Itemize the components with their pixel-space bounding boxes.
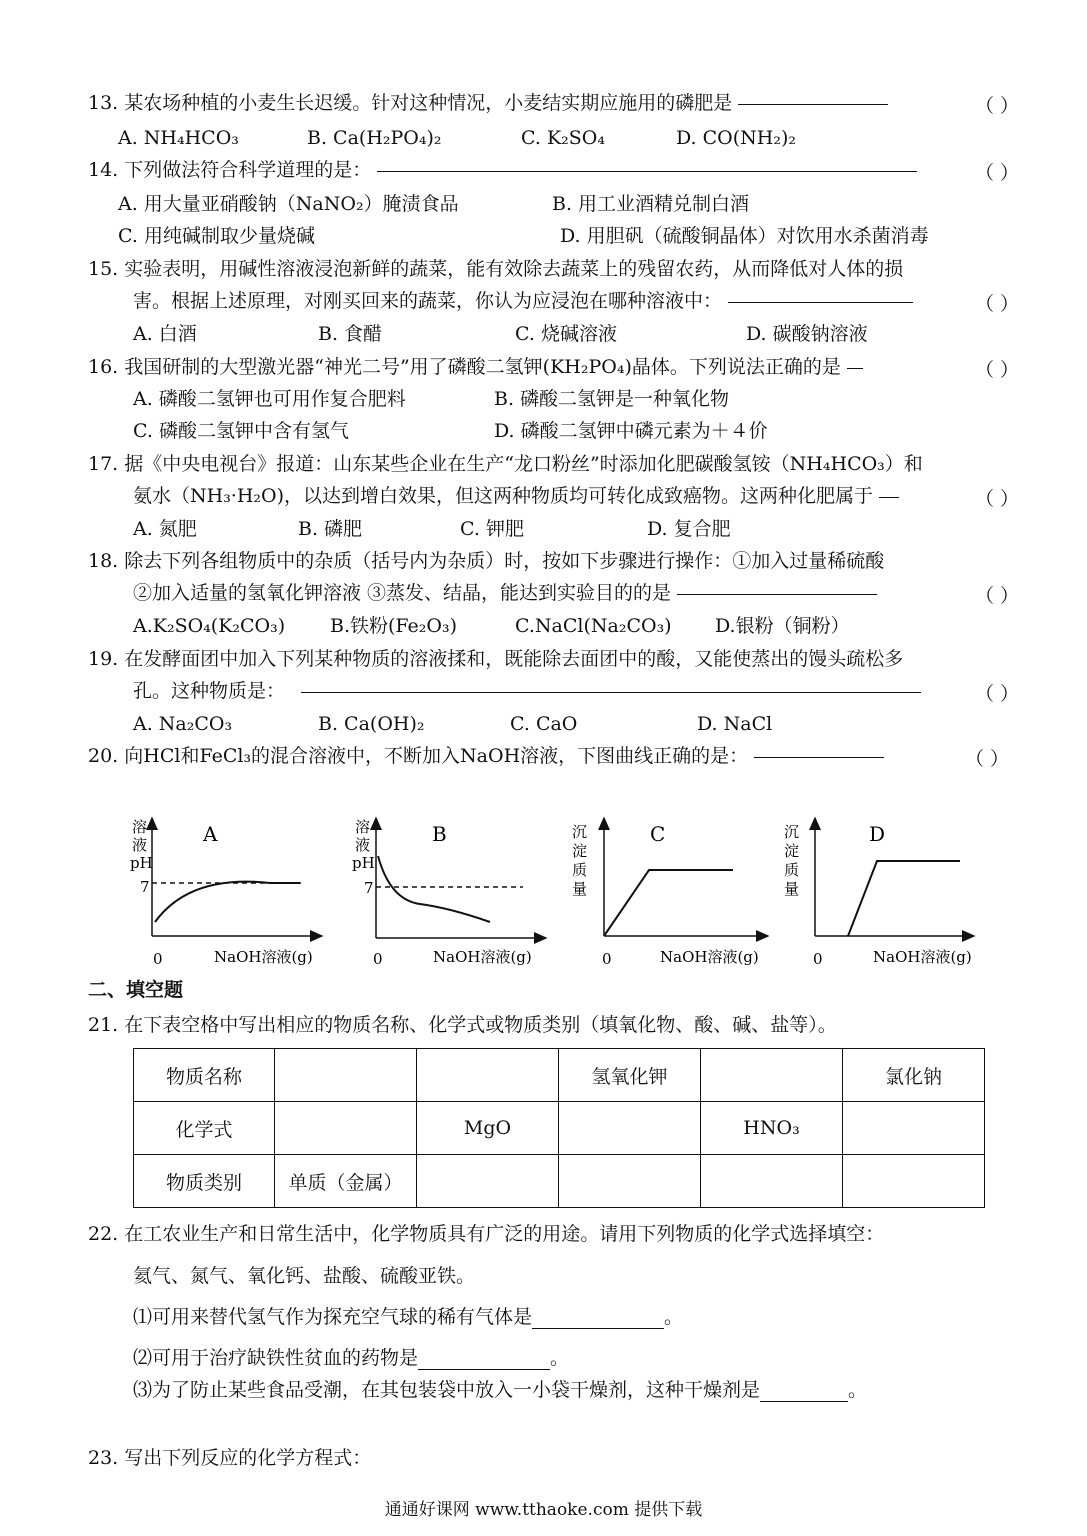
q18-stem: 18. 除去下列各组物质中的杂质（括号内为杂质）时，按如下步骤进行操作：①加入过量稀硫酸 xyxy=(88,550,885,572)
graph-a-origin: 0 xyxy=(153,950,163,968)
graph-b-xlabel: NaOH溶液(g) xyxy=(433,948,532,966)
q17-option-d: D. 复合肥 xyxy=(647,518,731,540)
q14-paren: （ ） xyxy=(975,162,1020,184)
graph-c-ylabel-2: 淀 xyxy=(572,842,588,860)
section-fill-in-heading: 二、填空题 xyxy=(88,979,184,1001)
graph-d-ylabel-3: 质 xyxy=(784,861,800,879)
q13-option-c: C. K₂SO₄ xyxy=(521,127,605,149)
q19-option-a: A. Na₂CO₃ xyxy=(133,713,233,735)
table-row xyxy=(134,1049,985,1102)
q16-option-c: C. 磷酸二氢钾中含有氢气 xyxy=(133,420,349,442)
q16-option-b: B. 磷酸二氢钾是一种氧化物 xyxy=(494,388,730,410)
graph-a-ylabel-1: 溶 xyxy=(132,818,148,836)
q18-option-b: B.铁粉(Fe₂O₃) xyxy=(330,615,458,637)
q16-paren: （ ） xyxy=(975,359,1020,381)
graph-b-ylabel-1: 溶 xyxy=(355,818,371,836)
table-cell[interactable] xyxy=(417,1049,559,1102)
table-cell[interactable] xyxy=(559,1102,701,1155)
q14-option-d: D. 用胆矾（硫酸铜晶体）对饮用水杀菌消毒 xyxy=(560,225,929,247)
table-cell: 物质类别 xyxy=(134,1155,275,1208)
q13-option-a: A. NH₄HCO₃ xyxy=(118,127,239,149)
graph-d-letter: D xyxy=(869,822,886,846)
q22-item-2: ⑵可用于治疗缺铁性贫血的药物是 。 xyxy=(133,1347,570,1369)
q18-stem-2: ②加入适量的氢氧化钾溶液 ③蒸发、结晶，能达到实验目的的是 xyxy=(133,581,883,605)
q13-option-d: D. CO(NH₂)₂ xyxy=(676,127,797,149)
q17-paren: （ ） xyxy=(975,488,1020,510)
q14-option-b: B. 用工业酒精兑制白酒 xyxy=(552,193,750,215)
graph-c-ylabel-1: 沉 xyxy=(572,823,588,841)
q18-paren: （ ） xyxy=(975,585,1020,607)
graph-d-ylabel-2: 淀 xyxy=(784,842,800,860)
graph-d-ylabel-1: 沉 xyxy=(784,823,800,841)
graph-b-letter: B xyxy=(432,822,447,846)
graph-b-origin: 0 xyxy=(373,950,383,968)
q15-stem-2: 害。根据上述原理，对刚买回来的蔬菜，你认为应浸泡在哪种溶液中： xyxy=(133,289,919,313)
table-cell[interactable] xyxy=(701,1155,843,1208)
q16-option-a: A. 磷酸二氢钾也可用作复合肥料 xyxy=(133,388,406,410)
table-cell[interactable] xyxy=(843,1155,985,1208)
q20-stem: 20. 向HCl和FeCl₃的混合溶液中，不断加入NaOH溶液，下图曲线正确的是： xyxy=(88,744,890,768)
q18-option-c: C.NaCl(Na₂CO₃) xyxy=(515,615,672,637)
table-cell: MgO xyxy=(417,1102,559,1155)
graph-c-origin: 0 xyxy=(602,950,612,968)
graph-a xyxy=(130,818,322,968)
q21-stem: 21. 在下表空格中写出相应的物质名称、化学式或物质类别（填氧化物、酸、碱、盐等）。 xyxy=(88,1014,837,1036)
q15-option-d: D. 碳酸钠溶液 xyxy=(746,323,868,345)
table-cell[interactable] xyxy=(417,1155,559,1208)
q20-graphs xyxy=(0,800,1087,980)
graph-d-ylabel-4: 量 xyxy=(784,880,800,898)
page-footer: 通通好课网 www.tthaoke.com 提供下载 xyxy=(384,1500,703,1520)
graph-a-curve xyxy=(155,882,300,922)
q18-option-a: A.K₂SO₄(K₂CO₃) xyxy=(133,615,286,637)
graph-b xyxy=(352,818,546,968)
graph-d-xlabel: NaOH溶液(g) xyxy=(873,948,972,966)
q14-stem: 14. 下列做法符合科学道理的是： xyxy=(88,158,923,182)
q16-stem: 16. 我国研制的大型激光器“神光二号”用了磷酸二氢钾(KH₂PO₄)晶体。下列说法正确的是 xyxy=(88,355,869,379)
table-cell: 氢氧化钾 xyxy=(559,1049,701,1102)
q19-stem: 19. 在发酵面团中加入下列某种物质的溶液揉和，既能除去面团中的酸，又能使蒸出的馒头疏松多 xyxy=(88,648,904,670)
q19-option-c: C. CaO xyxy=(510,713,578,735)
table-cell: 氯化钠 xyxy=(843,1049,985,1102)
table-cell[interactable] xyxy=(843,1102,985,1155)
table-cell[interactable] xyxy=(275,1049,417,1102)
q19-option-d: D. NaCl xyxy=(697,713,773,735)
graph-a-tick-7: 7 xyxy=(140,878,150,896)
graph-c-xlabel: NaOH溶液(g) xyxy=(660,948,759,966)
table-cell[interactable] xyxy=(275,1102,417,1155)
q22-substance-list: 氦气、氮气、氧化钙、盐酸、硫酸亚铁。 xyxy=(133,1265,476,1287)
q15-option-c: C. 烧碱溶液 xyxy=(515,323,617,345)
q18-option-d: D.银粉（铜粉） xyxy=(715,615,850,637)
table-row xyxy=(134,1155,985,1208)
graph-b-tick-7: 7 xyxy=(364,879,374,897)
graph-d-curve xyxy=(848,861,960,936)
graph-c-letter: C xyxy=(650,822,666,846)
graph-c-ylabel-3: 质 xyxy=(572,861,588,879)
q21-table xyxy=(133,1048,985,1208)
graph-c xyxy=(572,818,768,968)
q16-option-d: D. 磷酸二氢钾中磷元素为＋４价 xyxy=(494,420,768,442)
graph-b-ylabel-2: 液 xyxy=(355,836,371,854)
q20-paren: （ ） xyxy=(965,748,1010,770)
q19-stem-2: 孔。这种物质是： xyxy=(133,679,927,703)
q22-blank-3[interactable] xyxy=(760,1401,848,1402)
graph-a-xlabel: NaOH溶液(g) xyxy=(214,948,313,966)
q22-blank-1[interactable] xyxy=(532,1328,664,1329)
q15-option-b: B. 食醋 xyxy=(318,323,383,345)
q22-stem: 22. 在工农业生产和日常生活中，化学物质具有广泛的用途。请用下列物质的化学式选择填空： xyxy=(88,1223,885,1245)
q22-blank-2[interactable] xyxy=(418,1369,550,1370)
table-cell[interactable] xyxy=(701,1049,843,1102)
table-cell: HNO₃ xyxy=(701,1102,843,1155)
q15-option-a: A. 白酒 xyxy=(133,323,197,345)
q17-option-c: C. 钾肥 xyxy=(460,518,524,540)
graph-d-origin: 0 xyxy=(813,950,823,968)
q19-option-b: B. Ca(OH)₂ xyxy=(318,713,425,735)
q17-stem-2: 氨水（NH₃·H₂O)，以达到增白效果，但这两种物质均可转化成致癌物。这两种化肥属于 xyxy=(133,484,905,508)
q22-item-3: ⑶为了防止某些食品受潮，在其包装袋中放入一小袋干燥剂，这种干燥剂是 。 xyxy=(133,1379,868,1401)
q23-stem: 23. 写出下列反应的化学方程式： xyxy=(88,1447,372,1469)
graph-b-ylabel-3: pH xyxy=(352,854,375,872)
q13-option-b: B. Ca(H₂PO₄)₂ xyxy=(307,127,442,149)
table-cell[interactable] xyxy=(559,1155,701,1208)
q15-stem: 15. 实验表明，用碱性溶液浸泡新鲜的蔬菜，能有效除去蔬菜上的残留农药，从而降低对人体的损 xyxy=(88,258,904,280)
q22-item-1: ⑴可用来替代氢气作为探充空气球的稀有气体是 。 xyxy=(133,1306,684,1328)
graph-b-curve xyxy=(378,856,490,922)
q17-stem: 17. 据《中央电视台》报道：山东某些企业在生产“龙口粉丝”时添加化肥碳酸氢铵（NH₄HCO₃）和 xyxy=(88,453,923,475)
graph-d xyxy=(784,818,974,968)
table-cell: 单质（金属） xyxy=(275,1155,417,1208)
graph-a-ylabel-2: 液 xyxy=(132,836,148,854)
graph-c-curve xyxy=(604,870,733,936)
graph-c-ylabel-4: 量 xyxy=(572,880,588,898)
q17-option-b: B. 磷肥 xyxy=(298,518,363,540)
q14-option-a: A. 用大量亚硝酸钠（NaNO₂）腌渍食品 xyxy=(118,193,459,215)
q13-stem: 13. 某农场种植的小麦生长迟缓。针对这种情况，小麦结实期应施用的磷肥是 xyxy=(88,91,894,115)
table-row xyxy=(134,1102,985,1155)
q13-paren: （ ） xyxy=(975,95,1020,117)
table-cell: 化学式 xyxy=(134,1102,275,1155)
q17-option-a: A. 氮肥 xyxy=(133,518,197,540)
q19-paren: （ ） xyxy=(975,683,1020,705)
q15-paren: （ ） xyxy=(975,293,1020,315)
graph-a-ylabel-3: pH xyxy=(130,854,153,872)
table-cell: 物质名称 xyxy=(134,1049,275,1102)
graph-a-letter: A xyxy=(203,822,218,846)
q14-option-c: C. 用纯碱制取少量烧碱 xyxy=(118,225,315,247)
